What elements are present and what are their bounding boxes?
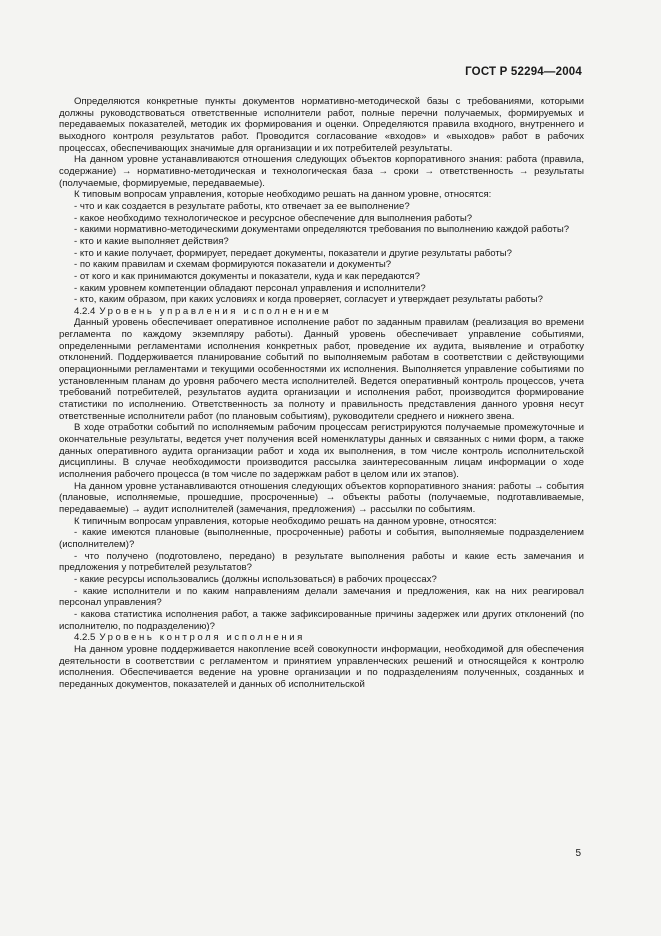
list-item: - по каким правилам и схемам формируются показатели и документы?	[74, 259, 392, 271]
section-title: Уровень управления исполнением	[99, 305, 332, 317]
list-item: - какие имеются плановые (выполненные, просроченные) работы и события, выполняемые подразделением (исполнителем)?	[59, 527, 584, 550]
paragraph: К типовым вопросам управления, которые необходимо решать на данном уровне, относятся:	[74, 189, 492, 201]
list-item: - какими нормативно-методическими документами определяются требования по выполнению каждой работы?	[74, 224, 570, 236]
section-heading	[59, 306, 584, 318]
page-number: 5	[575, 848, 581, 859]
paragraph: К типичным вопросам управления, которые необходимо решать на данном уровне, относятся:	[74, 515, 497, 527]
list-item: - кто и какие получает, формирует, передает документы, показатели и другие результаты работы?	[74, 247, 512, 259]
section-heading	[59, 632, 584, 644]
document-header: ГОСТ Р 52294—2004	[465, 66, 582, 78]
list-item: - какое необходимо технологическое и ресурсное обеспечение для выполнения работы?	[74, 212, 473, 224]
list-item: - каким уровнем компетенции обладают персонал управления и исполнители?	[74, 282, 426, 294]
list-item: - кто и какие выполняет действия?	[74, 235, 229, 247]
paragraph: Определяются конкретные пункты документов нормативно-методической базы с требованиями, которыми должны руководствоваться ответственные исполнители работ, полные перечни получаемых, формируемых и передаваемых показателей, методик их формирования и оценки. Определяются правила входного, внутреннего и выходного контроля результатов работ. Проводится согласование «входов» и «выходов» работ в рабочих процессах, обеспечивающих значимые для организации и их потребителей результаты.	[59, 96, 584, 154]
paragraph: Данный уровень обеспечивает оперативное исполнение работ по заданным правилам (реализация во времени регламента по каждому экземпляру работы). Данный уровень обеспечивает управление событиями, определенными регламентами исполнения конкретных работ, проведение их аудита, выявление и отработку отклонений. Поддерживается планирование событий по выполняемым работам в соответствии с действующими операционными регламентами и текущими особенностями их исполнения. Выполняется управление событиями по установленным планам до уровня рабочего места исполнителей. Ведется оперативный контроль процессов, учета требований потребителей, результатов аудита организации и исполнения работ, производится формирование статистики по исполнению. Ответственность за полноту и правильность представления данного уровня несут ответственные исполнители работ (по плановым событиям), руководители среднего и нижнего звена.	[59, 317, 584, 422]
section-number: 4.2.5	[74, 632, 96, 644]
paragraph: На данном уровне устанавливаются отношения следующих объектов корпоративного знания: работа (правила, содержание) → нормативно-методическая и технологическая база → сроки → ответственность → результаты (получаемые, формируемые, передаваемые).	[59, 154, 584, 189]
document-body	[59, 96, 584, 690]
list-item: - какие исполнители и по каким направлениям делали замечания и предложения, как на них реагировал персонал управления?	[59, 585, 584, 609]
list-item: - что и как создается в результате работы, кто отвечает за ее выполнение?	[74, 200, 410, 212]
list-item: - какие ресурсы использовались (должны использоваться) в рабочих процессах?	[74, 573, 437, 585]
list-item: - что получено (подготовлено, передано) в результате выполнения работы и какие есть замечания и предложения у потребителей результатов?	[59, 550, 584, 574]
section-number: 4.2.4	[74, 305, 96, 317]
paragraph: В ходе отработки событий по исполняемым рабочим процессам регистрируются получаемые промежуточные и окончательные результаты, ведется учет получения всей номенклатуры данных и связанных с ними форм, а также данных оперативного аудита организации работ и хода их выполнения, в том числе контроль исполнительской дисциплины. В случае необходимости производится рассылка заинтересованным лицам информации о ходе исполнения рабочего процесса (в том числе по задержкам работ в целом или их этапов).	[59, 422, 584, 480]
section-title: Уровень контроля исполнения	[99, 632, 305, 644]
paragraph: На данном уровне устанавливаются отношения следующих объектов корпоративного знания: работы → события (плановые, исполняемые, прошедшие, просроченные) → объекты работы (получаемые, подготавливаемые, передаваемые) → аудит исполнителей (замечания, предложения) → рассылки по событиям.	[59, 480, 584, 515]
list-item: - от кого и как принимаются документы и показатели, куда и как передаются?	[74, 270, 420, 282]
list-item: - какова статистика исполнения работ, а также зафиксированные причины задержек или других отклонений (по исполнителю, по подразделению)?	[59, 608, 584, 632]
list-item: - кто, каким образом, при каких условиях и когда проверяет, согласует и утверждает результаты работы?	[74, 294, 543, 306]
paragraph: На данном уровне поддерживается накопление всей совокупности информации, необходимой для обеспечения деятельности в соответствии с регламентом и принятием управленческих решений и относящейся к контролю исполнения. Обеспечивается ведение на уровне организации и по подразделениям полученных, созданных и переданных документов, показателей и данных об исполнительской	[59, 643, 584, 690]
